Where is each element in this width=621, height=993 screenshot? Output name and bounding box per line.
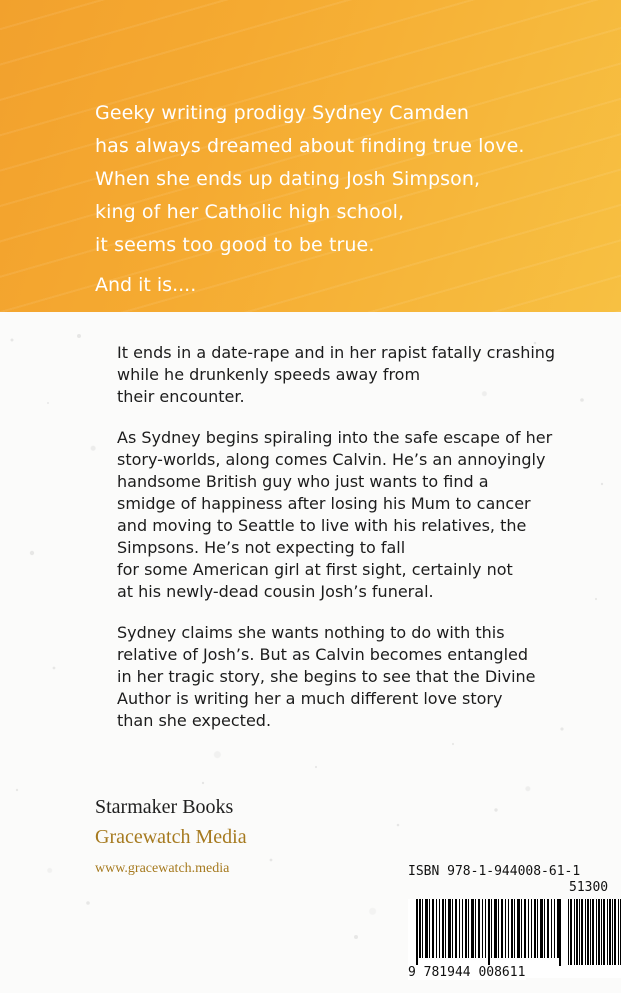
description-body xyxy=(117,342,587,751)
description-paragraph xyxy=(117,342,587,408)
description-paragraph xyxy=(117,427,587,603)
paragraph-line: for some American girl at first sight, certainly not xyxy=(117,560,513,579)
barcode-right-guard xyxy=(559,899,561,966)
orange-header-band xyxy=(0,0,621,312)
teaser-line: it seems too good to be true. xyxy=(95,234,375,256)
teaser-line: When she ends up dating Josh Simpson, xyxy=(95,168,481,190)
paragraph-line: and moving to Seattle to live with his relatives, the xyxy=(117,516,527,535)
paragraph-line: relative of Josh’s. But as Calvin becomes entangled xyxy=(117,645,529,664)
publisher-name: Starmaker Books xyxy=(95,796,234,818)
paragraph-line: story-worlds, along comes Calvin. He’s an annoyingly xyxy=(117,450,546,469)
isbn-barcode-area xyxy=(408,864,621,993)
paragraph-line: Simpsons. He’s not expecting to fall xyxy=(117,538,406,557)
teaser-text-block xyxy=(95,97,595,262)
publisher-website: www.gracewatch.media xyxy=(95,861,230,876)
paragraph-line: It ends in a date-rape and in her rapist fatally crashing xyxy=(117,343,556,362)
paragraph-line: in her tragic story, she begins to see that the Divine xyxy=(117,667,536,686)
teaser-tail: And it is.... xyxy=(95,274,197,296)
imprint-name: Gracewatch Media xyxy=(95,826,247,848)
barcode-left-guard xyxy=(416,899,418,966)
paragraph-line: than she expected. xyxy=(117,711,272,730)
barcode-addon-bars xyxy=(568,899,621,965)
barcode xyxy=(408,899,621,978)
isbn-label: ISBN 978-1-944008-61-1 xyxy=(408,864,581,879)
description-paragraph xyxy=(117,622,587,732)
paragraph-line: Sydney claims she wants nothing to do with this xyxy=(117,623,505,642)
publisher-block xyxy=(95,794,247,878)
paragraph-line: while he drunkenly speeds away from xyxy=(117,365,421,384)
teaser-line: Geeky writing prodigy Sydney Camden xyxy=(95,102,470,124)
paragraph-line: As Sydney begins spiraling into the safe escape of her xyxy=(117,428,553,447)
paragraph-line: smidge of happiness after losing his Mum to cancer xyxy=(117,494,531,513)
isbn-price-code: 51300 xyxy=(569,880,609,895)
barcode-number: 9 781944 008611 xyxy=(408,965,526,980)
teaser-line: has always dreamed about finding true love. xyxy=(95,135,525,157)
paragraph-line: Author is writing her a much different love story xyxy=(117,689,503,708)
paragraph-line: handsome British guy who just wants to find a xyxy=(117,472,489,491)
teaser-line: king of her Catholic high school, xyxy=(95,201,405,223)
paragraph-line: their encounter. xyxy=(117,387,245,406)
paragraph-line: at his newly-dead cousin Josh’s funeral. xyxy=(117,582,434,601)
barcode-middle-guard xyxy=(488,899,490,966)
